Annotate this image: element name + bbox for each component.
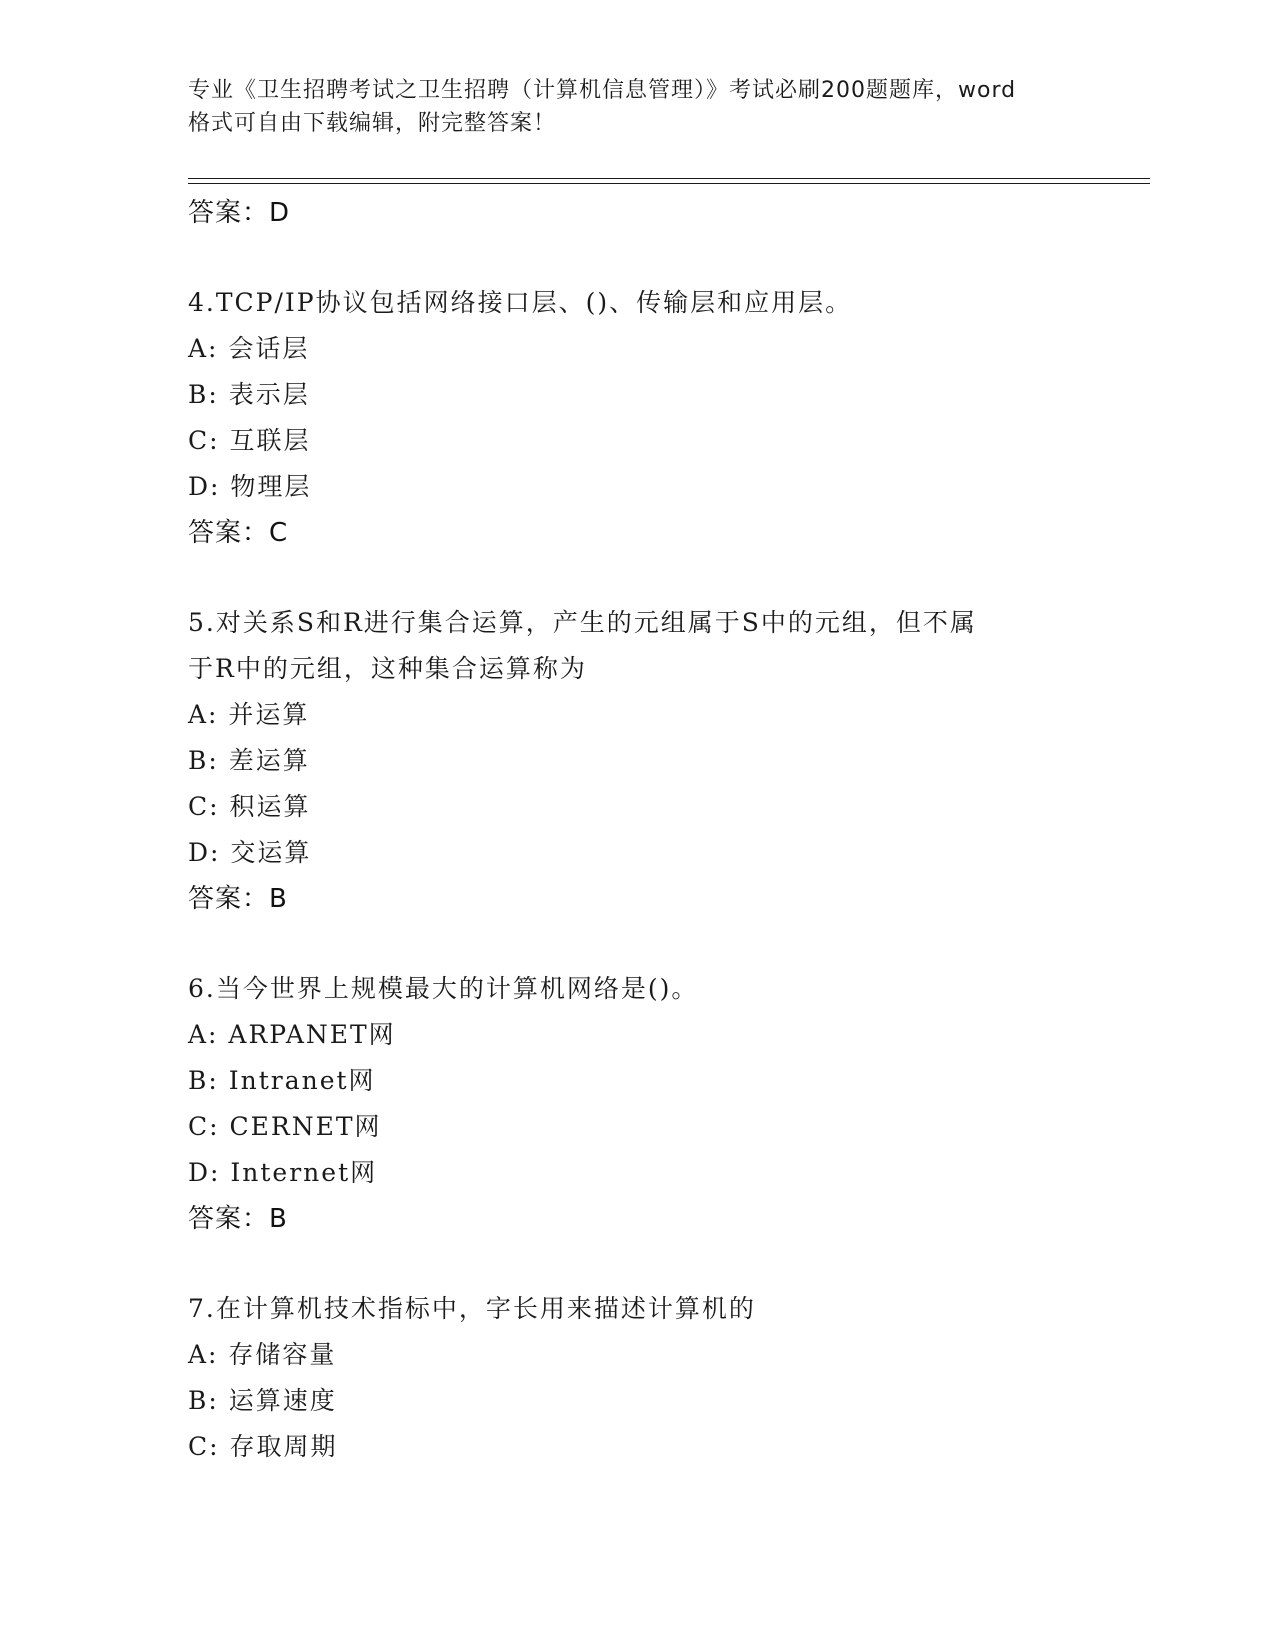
option-c: C: 存取周期 [188,1432,338,1461]
question-item [188,600,1088,922]
answer-line: 答案：D [188,198,291,228]
option-a: A: ARPANET网 [188,1020,396,1049]
option-d: D: 交运算 [188,838,312,867]
option-b: B: 运算速度 [188,1386,337,1415]
answer-line: 答案：C [188,518,289,548]
option-b: B: 表示层 [188,380,310,409]
option-a: A: 并运算 [188,700,310,729]
spacer [188,556,1088,600]
question-stem: 5.对关系S和R进行集合运算，产生的元组属于S中的元组，但不属 [188,608,977,637]
answer-line: 答案：B [188,884,288,914]
option-d: D: 物理层 [188,472,312,501]
option-c: C: CERNET网 [188,1112,382,1141]
spacer [188,922,1088,966]
header-line-2: 格式可自由下载编辑，附完整答案！ [188,111,557,136]
header-divider-top [188,178,1150,179]
question-item [188,280,1088,556]
question-stem: 6.当今世界上规模最大的计算机网络是()。 [188,974,699,1003]
option-b: B: Intranet网 [188,1066,376,1095]
option-b: B: 差运算 [188,746,310,775]
answer-line: 答案：B [188,1204,288,1234]
option-a: A: 会话层 [188,334,310,363]
question-item [188,966,1088,1242]
document-header [188,74,1088,140]
question-item [188,1286,1088,1470]
question-stem: 7.在计算机技术指标中，字长用来描述计算机的 [188,1294,756,1323]
spacer [188,1242,1088,1286]
header-line-1: 专业《卫生招聘考试之卫生招聘（计算机信息管理）》考试必刷200题题库，word [188,78,1017,103]
question-list [188,190,1088,1470]
spacer [188,236,1088,280]
option-a: A: 存储容量 [188,1340,337,1369]
option-c: C: 积运算 [188,792,311,821]
question-stem-continued: 于R中的元组，这种集合运算称为 [188,654,587,683]
header-divider-bottom [188,183,1150,184]
option-c: C: 互联层 [188,426,311,455]
question-stem: 4.TCP/IP协议包括网络接口层、()、传输层和应用层。 [188,288,853,317]
option-d: D: Internet网 [188,1158,378,1187]
